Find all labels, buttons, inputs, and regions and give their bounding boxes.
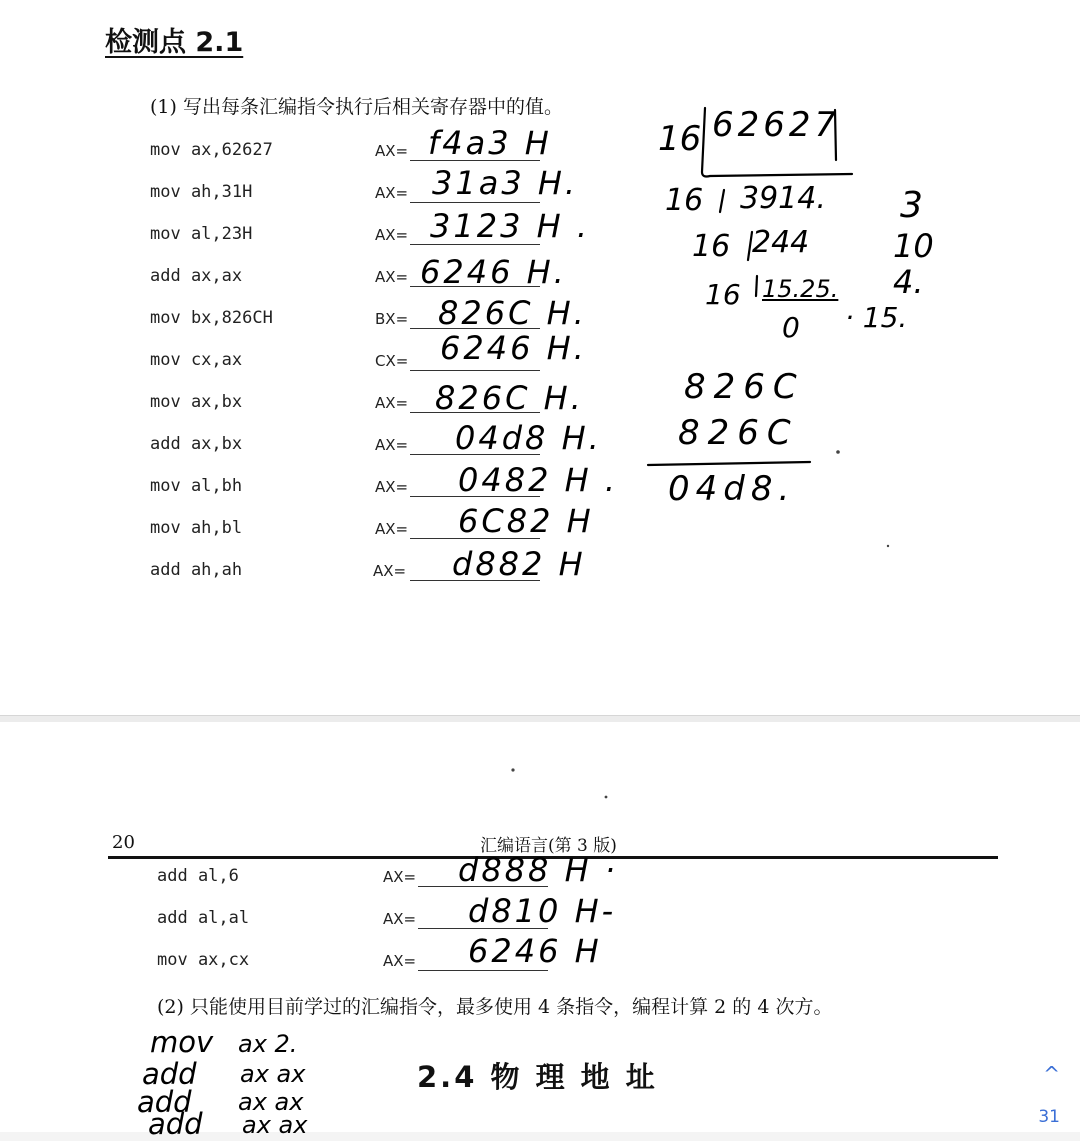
handwritten-answer: 6246 H: [468, 932, 602, 970]
question-2: (2) 只能使用目前学过的汇编指令，最多使用 4 条指令，编程计算 2 的 4 次方。: [157, 996, 833, 1018]
instruction: mov cx,ax: [150, 350, 243, 370]
handwritten-answer: 0482 H .: [458, 461, 619, 499]
division-divisor: 16: [692, 229, 731, 264]
instruction: mov al,bh: [150, 476, 243, 496]
division-quotient: 244: [752, 225, 810, 260]
instruction: mov ah,bl: [150, 518, 243, 538]
division-remainder: · 15.: [845, 301, 908, 334]
register-label: BX=: [375, 310, 409, 328]
instruction: mov ax,cx: [157, 950, 250, 970]
division-remainder: 4.: [893, 263, 924, 301]
question-1: (1) 写出每条汇编指令执行后相关寄存器中的值。: [150, 96, 563, 118]
handwritten-answer: 6C82 H: [458, 502, 594, 540]
division-remainder: 3: [900, 185, 923, 226]
register-label: AX=: [373, 562, 407, 580]
register-label: AX=: [375, 268, 409, 286]
instruction: mov bx,826CH: [150, 308, 273, 328]
division-quotient: 3914.: [740, 181, 826, 216]
viewer-page-number: 31: [1038, 1107, 1060, 1127]
instruction: mov al,23H: [150, 224, 253, 244]
section-title: 检测点 2.1: [105, 27, 244, 58]
instruction: add al,6: [157, 866, 239, 886]
scan-specks: [0, 722, 1080, 822]
code-op: mov: [150, 1025, 214, 1059]
handwritten-answer: 826C H.: [435, 379, 584, 417]
instruction: add ax,ax: [150, 266, 243, 286]
handwritten-answer: 6246 H.: [420, 253, 567, 291]
division-divisor: 16: [658, 119, 702, 159]
answer-blank: [418, 970, 548, 971]
handwritten-answer: d882 H: [452, 545, 586, 583]
handwritten-answer: 826C H.: [438, 294, 587, 332]
addition-sum: 04d8.: [668, 469, 796, 509]
register-label: CX=: [375, 352, 409, 370]
handwritten-answer: 04d8 H.: [455, 419, 602, 457]
register-label: AX=: [375, 520, 409, 538]
code-args: ax ax: [238, 1088, 304, 1116]
register-label: AX=: [375, 184, 409, 202]
code-op: add: [148, 1107, 203, 1141]
code-op: add: [137, 1085, 192, 1119]
handwritten-answer: 31a3 H.: [432, 164, 579, 202]
code-args: ax ax: [240, 1060, 306, 1088]
division-divisor: 16: [705, 278, 741, 311]
handwritten-answer: 3123 H .: [430, 207, 591, 245]
code-args: ax 2.: [238, 1030, 298, 1058]
instruction: mov ah,31H: [150, 182, 253, 202]
division-dividend: 62627: [712, 105, 841, 145]
instruction: mov ax,bx: [150, 392, 243, 412]
handwritten-answer: 6246 H.: [440, 329, 587, 367]
register-label: AX=: [383, 868, 417, 886]
register-label: AX=: [383, 910, 417, 928]
register-label: AX=: [383, 952, 417, 970]
addend-b: 826C: [678, 413, 799, 453]
division-quotient: 15.25.: [762, 275, 839, 303]
code-args: ax ax: [242, 1111, 308, 1139]
division-remainder: 10: [893, 227, 934, 265]
section-heading: 2.4 物 理 地 址: [417, 1060, 658, 1094]
instruction: add ah,ah: [150, 560, 243, 580]
division-divisor: 16: [665, 183, 704, 218]
instruction: add al,al: [157, 908, 250, 928]
register-label: AX=: [375, 478, 409, 496]
handwritten-answer: d810 H-: [468, 892, 617, 930]
addend-a: 826C: [684, 367, 805, 407]
instruction: mov ax,62627: [150, 140, 273, 160]
division-quotient: 0: [782, 311, 800, 344]
handwritten-answer: f4a3 H: [428, 124, 552, 162]
code-op: add: [142, 1057, 197, 1091]
register-label: AX=: [375, 142, 409, 160]
handwritten-answer: d888 H ·: [458, 851, 618, 889]
page-header-title: 汇编语言(第 3 版): [480, 836, 617, 856]
register-label: AX=: [375, 436, 409, 454]
page-header-number: 20: [112, 832, 135, 853]
register-label: AX=: [375, 226, 409, 244]
instruction: add ax,bx: [150, 434, 243, 454]
scroll-up-icon[interactable]: ^: [1043, 1062, 1060, 1086]
register-label: AX=: [375, 394, 409, 412]
